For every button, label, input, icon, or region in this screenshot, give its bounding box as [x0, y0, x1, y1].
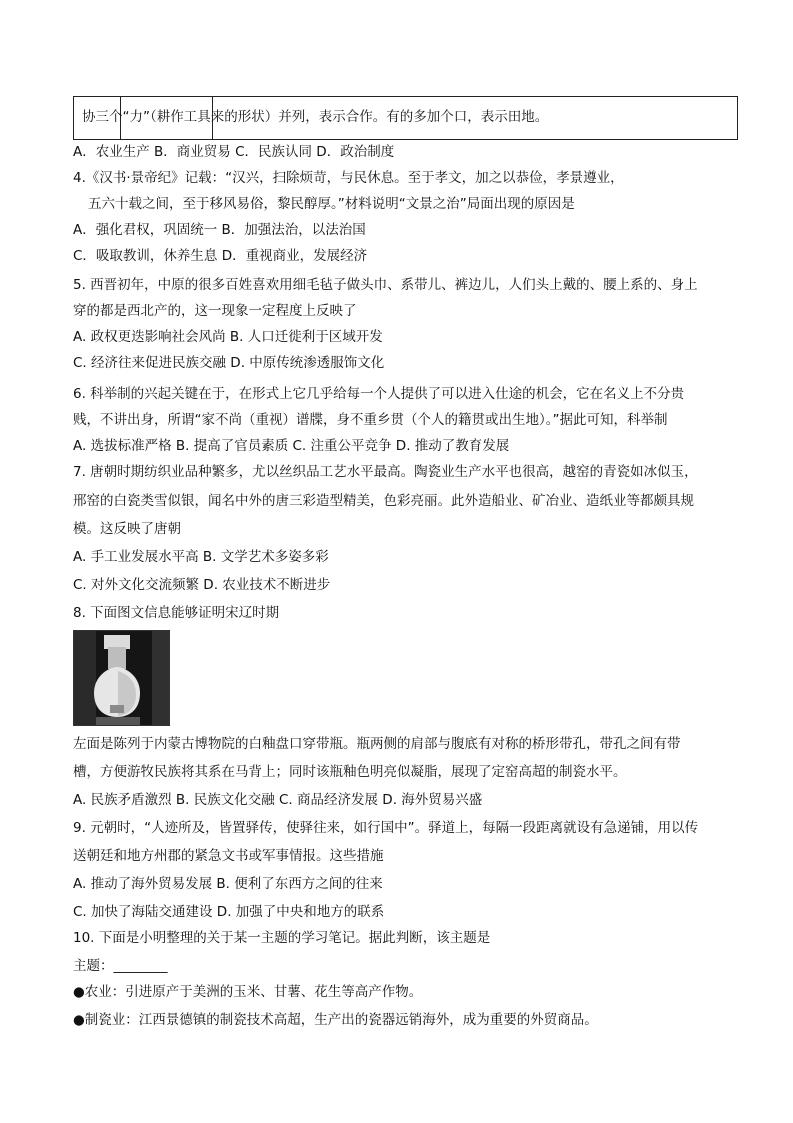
q6-options: A. 选拔标准严格 B. 提高了官员素质 C. 注重公平竞争 D. 推动了教育发展: [73, 438, 510, 454]
q7-stem: 7. 唐朝时期纺织业品种繁多，尤以丝织品工艺水平最高。陶瓷业生产水平也很高，越窑的青瓷如冰似玉，: [73, 464, 698, 480]
q4-stem-cont: 五六十载之间，至于移风易俗，黎民醇厚。”材料说明“文景之治”局面出现的原因是: [88, 196, 575, 212]
q9-stem: 9. 元朝时，“人迹所及，皆置驿传，使驿往来，如行国中”。驿道上，每隔一段距离就设有急递铺，用以传: [73, 820, 699, 836]
q6-stem: 6. 科举制的兴起关键在于，在形式上它几乎给每一个人提供了可以进入仕途的机会，它在名义上不分贵: [73, 386, 685, 402]
q10-note-agriculture: ●农业：引进原产于美洲的玉米、甘薯、花生等高产作物。: [73, 984, 423, 1000]
q8-caption: 左面是陈列于内蒙古博物院的白釉盘口穿带瓶。瓶两侧的肩部与腹底有对称的桥形带孔，带孔之间有带: [73, 736, 681, 752]
q6-stem-cont: 贱，不讲出身，所谓“家不尚（重视）谱牒，身不重乡贯（个人的籍贯或出生地）。”据此可知，科举制: [73, 412, 668, 428]
q8-stem: 8. 下面图文信息能够证明宋辽时期: [73, 605, 280, 621]
q5-stem-cont: 穿的都是西北产的，这一现象一定程度上反映了: [73, 303, 357, 319]
table-fragment: [73, 96, 738, 140]
q10-topic: 主题：________: [73, 958, 168, 974]
q5-options-ab: A. 政权更迭影响社会风尚 B. 人口迁徙利于区域开发: [73, 329, 383, 345]
q7-options-ab: A. 手工业发展水平高 B. 文学艺术多姿多彩: [73, 549, 329, 565]
q4-stem: 4.《汉书·景帝纪》记载：“汉兴，扫除烦苛，与民休息。至于孝文，加之以恭俭，孝景遵业，: [73, 170, 624, 186]
q5-options-cd: C. 经济往来促进民族交融 D. 中原传统渗透服饰文化: [73, 355, 385, 371]
q8-options: A. 民族矛盾激烈 B. 民族文化交融 C. 商品经济发展 D. 海外贸易兴盛: [73, 792, 483, 808]
q7-stem-cont: 邢窑的白瓷类雪似银，闻名中外的唐三彩造型精美，色彩亮丽。此外造船业、矿冶业、造纸业等都颇具规: [73, 493, 694, 509]
q8-caption-cont: 槽，方便游牧民族将其系在马背上；同时该瓶釉色明亮似凝脂，展现了定窑高超的制瓷水平。: [73, 764, 627, 780]
q9-stem-cont: 送朝廷和地方州郡的紧急文书或军事情报。这些措施: [73, 848, 384, 864]
q9-options-ab: A. 推动了海外贸易发展 B. 便利了东西方之间的往来: [73, 876, 383, 892]
q7-stem-end: 模。这反映了唐朝: [73, 521, 181, 537]
q10-note-porcelain: ●制瓷业：江西景德镇的制瓷技术高超，生产出的瓷器远销海外，成为重要的外贸商品。: [73, 1012, 598, 1028]
table-cell-text: 协三个“力”（耕作工具来的形状）并列，表示合作。有的多加个口，表示田地。: [82, 109, 549, 125]
q7-options-cd: C. 对外文化交流频繁 D. 农业技术不断进步: [73, 577, 331, 593]
vase-image: [74, 631, 169, 725]
q4-options-cd: C．吸取教训，休养生息 D．重视商业，发展经济: [73, 248, 368, 264]
q5-stem: 5. 西晋初年，中原的很多百姓喜欢用细毛毡子做头巾、系带儿、裤边儿，人们头上戴的、腰上系的、身上: [73, 277, 698, 293]
q3-options: A．农业生产 B．商业贸易 C．民族认同 D．政治制度: [73, 144, 395, 160]
q9-options-cd: C. 加快了海陆交通建设 D. 加强了中央和地方的联系: [73, 904, 385, 920]
q10-stem: 10. 下面是小明整理的关于某一主题的学习笔记。据此判断，该主题是: [73, 930, 491, 946]
vase-photo: [73, 630, 170, 726]
q4-options-ab: A．强化君权，巩固统一 B．加强法治，以法治国: [73, 222, 366, 238]
